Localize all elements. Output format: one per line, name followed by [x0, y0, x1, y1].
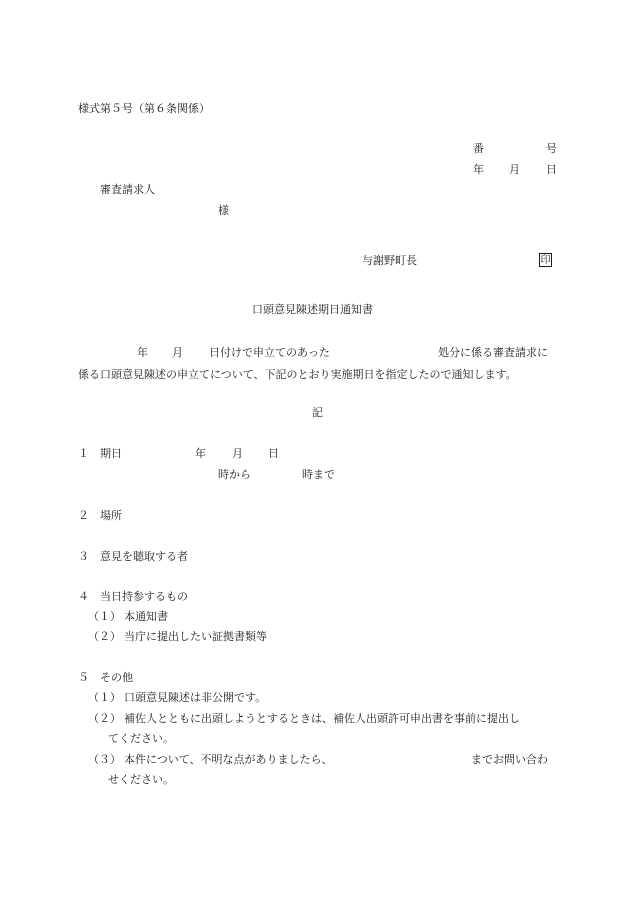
item5-sub3-text-c: せください。: [108, 773, 174, 786]
item1-time-from: 時から: [218, 468, 251, 481]
item5-sub3-text-b: までお問い合わ: [471, 753, 548, 766]
sender-name: 与謝野町長: [362, 254, 417, 267]
item5-sub3-number: （３）: [88, 753, 121, 766]
item1-month: 月: [232, 447, 243, 460]
date-label-day: 日: [546, 163, 557, 176]
item1-label: 期日: [100, 447, 122, 460]
body-year: 年: [137, 346, 148, 359]
item1-time-to: 時まで: [302, 468, 335, 481]
body-line2: 係る口頭意見陳述の申立てについて、下記のとおり実施期日を指定したので通知します。: [78, 368, 517, 381]
item3-number: ３: [78, 550, 89, 563]
item1-day: 日: [268, 447, 279, 460]
item5-sub2-text-b: てください。: [108, 732, 174, 745]
item5-sub3-text-a: 本件について、不明な点がありましたら、: [124, 753, 333, 766]
form-number: 様式第５号（第６条関係）: [78, 102, 210, 115]
item2-label: 場所: [100, 509, 122, 522]
item5-sub2-number: （２）: [88, 712, 121, 725]
recipient-honorific: 様: [218, 204, 229, 217]
number-label-go: 号: [546, 142, 557, 155]
item4-label: 当日持参するもの: [100, 590, 188, 603]
item5-number: ５: [78, 671, 89, 684]
item4-sub1-number: （１）: [88, 610, 121, 623]
body-date-suffix: 日付けで申立てのあった: [209, 346, 330, 359]
body-month: 月: [172, 346, 183, 359]
item5-label: その他: [100, 671, 133, 684]
item4-sub2-text: 当庁に提出したい証拠書類等: [124, 630, 267, 643]
ki-heading: 記: [312, 406, 323, 419]
item5-sub1-number: （１）: [88, 691, 121, 704]
item3-label: 意見を聴取する者: [100, 550, 188, 563]
item1-number: １: [78, 447, 89, 460]
item4-sub2-number: （２）: [88, 630, 121, 643]
number-label-ban: 番: [473, 142, 484, 155]
seal-mark: 印: [540, 255, 551, 266]
date-label-year: 年: [473, 163, 484, 176]
item5-sub2-text-a: 補佐人とともに出頭しようとするときは、補佐人出頭許可申出書を事前に提出し: [124, 712, 520, 725]
item1-year: 年: [195, 447, 206, 460]
date-label-month: 月: [509, 163, 520, 176]
item5-sub1-text: 口頭意見陳述は非公開です。: [124, 691, 267, 704]
recipient-role: 審査請求人: [100, 183, 155, 196]
document-title: 口頭意見陳述期日通知書: [252, 303, 373, 316]
body-line1-end: 処分に係る審査請求に: [438, 346, 548, 359]
item2-number: ２: [78, 509, 89, 522]
item4-sub1-text: 本通知書: [124, 610, 168, 623]
item4-number: ４: [78, 590, 89, 603]
